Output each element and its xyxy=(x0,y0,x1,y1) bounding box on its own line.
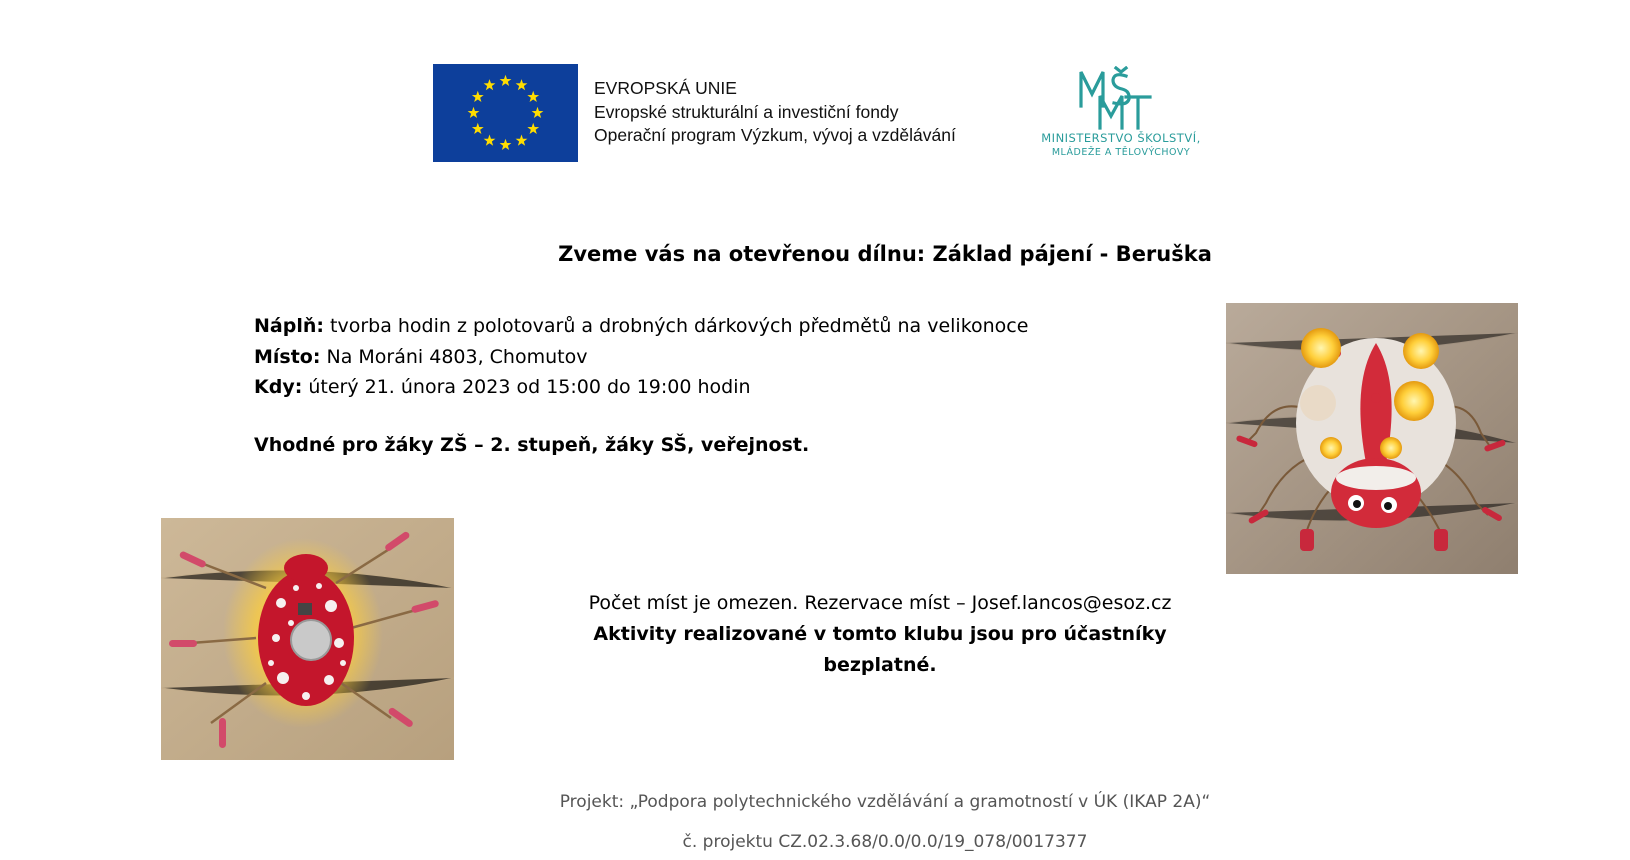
free-activities-line: Aktivity realizované v tomto klubu jsou pro účastníky bezplatné. xyxy=(593,623,1167,676)
msmt-text-line-2: MLÁDEŽE A TĚLOVÝCHOVY xyxy=(1051,147,1191,158)
when-label: Kdy: xyxy=(254,376,303,398)
project-number: č. projektu CZ.02.3.68/0.0/0.0/19_078/0017377 xyxy=(682,832,1088,852)
content-row xyxy=(254,311,1028,342)
place-label: Místo: xyxy=(254,345,321,368)
msmt-text-line-1: MINISTERSTVO ŠKOLSTVÍ, xyxy=(1041,131,1201,145)
project-name: Projekt: „Podpora polytechnického vzdělávání a gramotností v ÚK (IKAP 2A)“ xyxy=(559,792,1211,812)
eu-text-block xyxy=(594,77,956,148)
place-row xyxy=(254,342,1028,373)
reservation-line: Počet míst je omezen. Rezervace míst – Josef.lancos@esoz.cz xyxy=(588,592,1172,614)
when-value: úterý 21. února 2023 od 15:00 do 19:00 hodin xyxy=(302,376,751,398)
place-value: Na Moráni 4803, Chomutov xyxy=(320,345,588,368)
invite-details xyxy=(254,311,1028,403)
eu-text-line-3: Operační program Výzkum, vývoj a vzdělávání xyxy=(594,125,956,145)
invite-heading: Zveme vás na otevřenou dílnu: Základ pájení - Beruška xyxy=(558,242,1212,266)
ladybug-led-photo xyxy=(1226,303,1518,574)
msmt-logo xyxy=(1026,66,1216,162)
ladybug-pcb-photo xyxy=(161,518,454,760)
eu-text-line-2: Evropské strukturální a investiční fondy xyxy=(594,101,899,122)
eu-flag-logo xyxy=(433,64,578,162)
content-label: Náplň: xyxy=(254,315,324,337)
suitable-for: Vhodné pro žáky ZŠ – 2. stupeň, žáky SŠ, veřejnost. xyxy=(254,434,810,456)
content-value: tvorba hodin z polotovarů a drobných dárkových předmětů na velikonoce xyxy=(323,315,1029,337)
eu-text-line-1: EVROPSKÁ UNIE xyxy=(594,78,737,98)
when-row xyxy=(254,372,1028,403)
reservation-block xyxy=(560,588,1200,681)
